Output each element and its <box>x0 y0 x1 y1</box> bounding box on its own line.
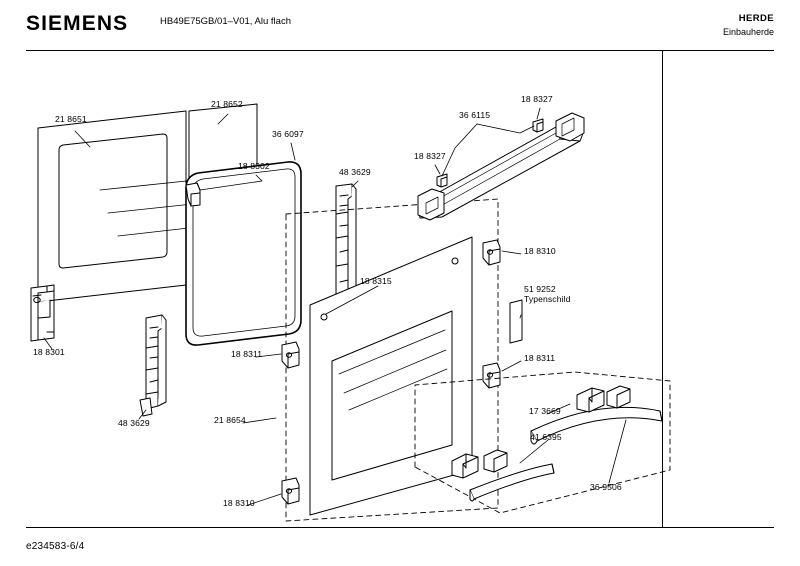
hinge-188310-lower <box>282 478 299 504</box>
part-label-18-8311-right: 18 8311 <box>524 353 556 363</box>
part-label-48-3629-lower: 48 3629 <box>118 418 150 428</box>
hinge-188310-upper <box>483 240 500 265</box>
part-label-18-8310-upper: 18 8310 <box>524 246 556 256</box>
handle-mount-416395-b <box>484 450 507 472</box>
part-label-21-8651: 21 8651 <box>55 114 87 124</box>
part-label-51-9252-name: Typenschild <box>524 294 571 304</box>
part-label-18-8311-left: 18 8311 <box>231 349 263 359</box>
part-label-17-3669: 17 3669 <box>529 406 561 416</box>
category-subtitle: Einbauherde <box>722 27 774 37</box>
part-label-51-9252: 51 9252 <box>524 284 556 294</box>
hinge-arm-483629-lower <box>140 315 166 416</box>
type-plate-519252 <box>510 300 522 343</box>
outer-glass-panel <box>38 111 186 318</box>
part-label-18-8327-right: 18 8327 <box>521 94 553 104</box>
part-label-18-8310-lower: 18 8310 <box>223 498 255 508</box>
category-title: HERDE <box>738 13 774 24</box>
part-label-36-6115: 36 6115 <box>459 110 491 120</box>
siemens-logo: SIEMENS <box>26 12 129 35</box>
part-label-36-6097: 36 6097 <box>272 129 304 139</box>
model-designation: HB49E75GB/01–V01, Alu flach <box>160 16 291 27</box>
hinge-188311-left <box>282 342 299 368</box>
part-label-18-8302: 18 8302 <box>238 161 270 171</box>
part-label-21-8652: 21 8652 <box>211 99 243 109</box>
part-label-48-3629-upper: 48 3629 <box>339 167 371 177</box>
part-label-18-8315: 18 8315 <box>360 276 392 286</box>
handle-mount-173669-a <box>577 388 604 412</box>
part-label-18-8327-left: 18 8327 <box>414 151 446 161</box>
document-id: e234583-6/4 <box>26 541 85 552</box>
part-label-18-8301: 18 8301 <box>33 347 65 357</box>
clip-188327-right <box>533 119 543 132</box>
part-label-21-8654: 21 8654 <box>214 415 246 425</box>
hinge-188311-right <box>483 363 500 388</box>
part-label-36-9506: 36 9506 <box>590 482 622 492</box>
handle-bar-416395 <box>470 464 554 501</box>
part-label-41-6395: 41 6395 <box>530 432 562 442</box>
handle-mount-173669-b <box>607 386 630 408</box>
